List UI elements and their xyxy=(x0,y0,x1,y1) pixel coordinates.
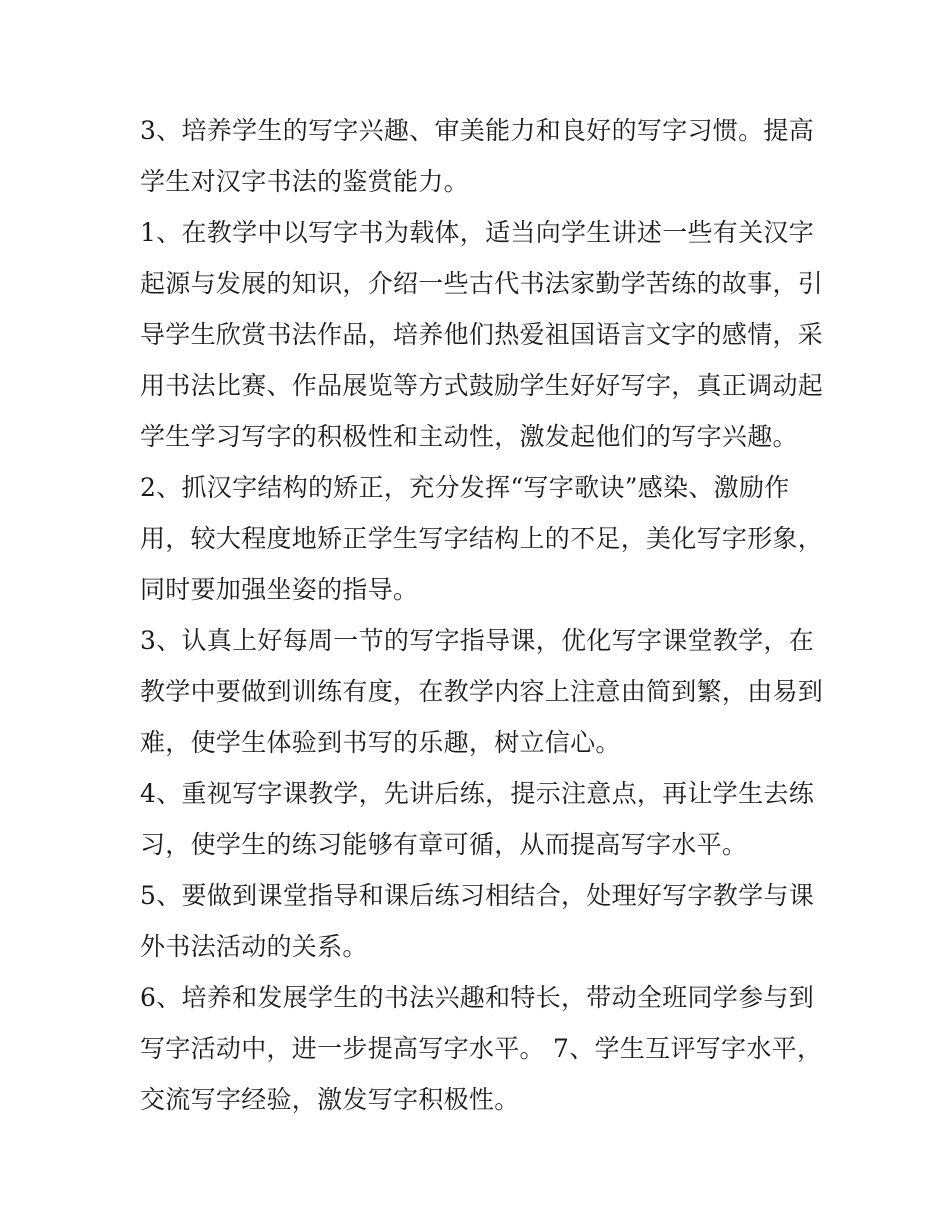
document-body xyxy=(140,105,824,1125)
text-line: 用，较大程度地矫正学生写字结构上的不足，美化写字形象， xyxy=(140,524,824,553)
text-line: 用书法比赛、作品展览等方式鼓励学生好好写字，真正调动起 xyxy=(140,371,824,400)
text-line: 1、在教学中以写字书为载体，适当向学生讲述一些有关汉字 xyxy=(140,218,815,247)
text-line: 2、抓汉字结构的矫正，充分发挥“写字歌诀”感染、激励作 xyxy=(140,473,790,502)
text-line: 难，使学生体验到书写的乐趣，树立信心。 xyxy=(140,728,621,757)
text-line: 教学中要做到训练有度，在教学内容上注意由简到繁，由易到 xyxy=(140,677,824,706)
text-line: 3、培养学生的写字兴趣、审美能力和良好的写字习惯。提高 xyxy=(140,116,815,145)
text-line: 习，使学生的练习能够有章可循，从而提高写字水平。 xyxy=(140,830,748,859)
text-line: 写字活动中，进一步提高写字水平。 7、学生互评写字水平， xyxy=(140,1034,823,1063)
text-line: 同时要加强坐姿的指导。 xyxy=(140,575,419,604)
text-line: 学生学习写字的积极性和主动性，激发起他们的写字兴趣。 xyxy=(140,422,798,451)
text-line: 3、认真上好每周一节的写字指导课，优化写字课堂教学，在 xyxy=(140,626,815,655)
text-line: 起源与发展的知识，介绍一些古代书法家勤学苦练的故事，引 xyxy=(140,269,824,298)
text-line: 学生对汉字书法的鉴赏能力。 xyxy=(140,167,469,196)
text-line: 导学生欣赏书法作品，培养他们热爱祖国语言文字的感情，采 xyxy=(140,320,824,349)
text-line: 交流写字经验，激发写字积极性。 xyxy=(140,1085,520,1114)
text-line: 4、重视写字课教学，先讲后练，提示注意点，再让学生去练 xyxy=(140,779,815,808)
text-line: 5、要做到课堂指导和课后练习相结合，处理好写字教学与课 xyxy=(140,881,815,910)
text-line: 外书法活动的关系。 xyxy=(140,932,368,961)
text-line: 6、培养和发展学生的书法兴趣和特长，带动全班同学参与到 xyxy=(140,983,815,1012)
